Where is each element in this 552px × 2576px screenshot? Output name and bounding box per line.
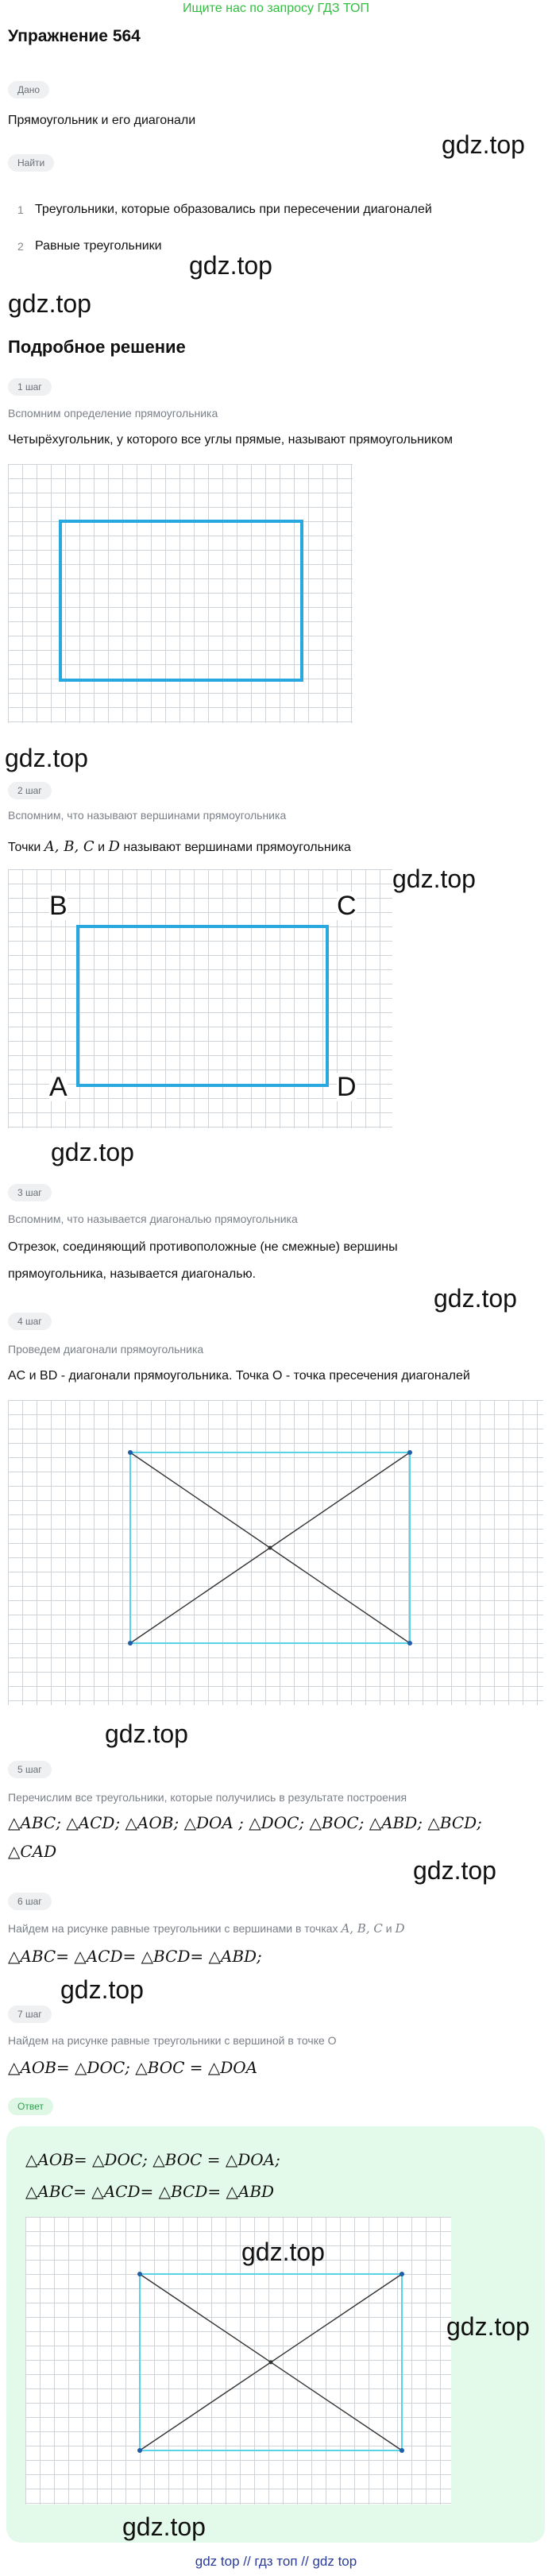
vertex-point (128, 1641, 133, 1646)
intersection-point (268, 1546, 272, 1550)
vertices-math: A, B, C (341, 1921, 383, 1936)
watermark: gdz.top (51, 1138, 134, 1166)
answer-line: △AOB= △DOC; △BOC = △DOA; (25, 2150, 280, 2169)
step-badge: 1 шаг (8, 378, 52, 396)
vertex-d-math: D (108, 838, 120, 855)
vertex-label-d: D (337, 1072, 357, 1102)
triangles-list: △CAD (8, 1842, 57, 1861)
step-text: Четырёхугольник, у которого все углы прямые, называют прямоугольником (8, 433, 453, 447)
vertex-point (137, 2272, 142, 2276)
vertex-point (400, 2272, 404, 2276)
step-text: прямоугольника, называется диагональю. (8, 1267, 257, 1281)
watermark: gdz.top (122, 2512, 206, 2541)
step-subtitle: Вспомним определение прямоугольника (8, 407, 218, 420)
given-badge: Дано (8, 81, 49, 99)
step-subtitle: Проведем диагонали прямоугольника (8, 1343, 204, 1356)
find-item-number: 2 (17, 240, 24, 253)
find-item-number: 1 (17, 203, 24, 216)
vertex-point (128, 1450, 133, 1455)
vertex-label-c: C (337, 891, 357, 921)
answer-diagonals-svg (25, 2217, 451, 2504)
watermark: gdz.top (434, 1284, 517, 1313)
step-subtitle: Вспомним, что называется диагональю прямоугольника (8, 1213, 298, 1225)
watermark: gdz.top (60, 1975, 144, 2004)
rectangle-figure (8, 464, 353, 723)
find-item: Равные треугольники (35, 239, 162, 253)
step-badge: 5 шаг (8, 1761, 52, 1778)
watermark: gdz.top (446, 2312, 530, 2341)
step-subtitle: Вспомним, что называют вершинами прямоугольника (8, 809, 287, 822)
vertex-label-a: A (49, 1072, 68, 1102)
watermark: gdz.top (413, 1856, 496, 1885)
step-text-part: и (98, 841, 106, 854)
watermark: gdz.top (5, 744, 88, 772)
watermark: gdz.top (241, 2238, 325, 2266)
watermark: gdz.top (392, 864, 476, 893)
answer-figure (25, 2217, 451, 2504)
find-badge: Найти (8, 154, 54, 172)
vertex-point (407, 1450, 412, 1455)
vertex-point (400, 2448, 404, 2453)
equal-triangles: △ABC= △ACD= △BCD= △ABD; (8, 1947, 262, 1966)
diagonals-figure (8, 1400, 543, 1705)
step-badge: 2 шаг (8, 782, 52, 799)
vertex-label-b: B (49, 891, 68, 921)
top-note: Ищите нас по запросу ГДЗ ТОП (183, 2, 369, 15)
step-text: Отрезок, соединяющий противоположные (не смежные) вершины (8, 1240, 398, 1254)
step-text-part: называют вершинами прямоугольника (123, 841, 351, 854)
equal-triangles: △AOB= △DOC; △BOC = △DOA (8, 2058, 258, 2077)
step-text: AC и BD - диагонали прямоугольника. Точка O - точка пресечения диагоналей (8, 1369, 470, 1383)
vertex-point (137, 2448, 142, 2453)
intersection-point (269, 2361, 273, 2365)
step-badge: 3 шаг (8, 1184, 52, 1201)
step-badge: 4 шаг (8, 1313, 52, 1330)
footer-links[interactable]: gdz top // гдз топ // gdz top (195, 2554, 357, 2569)
solution-title: Подробное решение (8, 337, 186, 357)
watermark: gdz.top (8, 289, 91, 318)
watermark: gdz.top (442, 130, 525, 159)
given-text: Прямоугольник и его диагонали (8, 114, 196, 127)
labeled-rectangle-figure (8, 869, 392, 1128)
answer-badge: Ответ (8, 2098, 53, 2115)
step-text-part: Точки (8, 841, 41, 854)
step-subtitle (8, 1921, 404, 1936)
vertex-d-math: D (395, 1921, 405, 1936)
triangles-list: △ABC; △ACD; △AOB; △DOA ; △DOC; △BOC; △ABD; △BCD; (8, 1813, 482, 1832)
step-text (8, 836, 351, 859)
vertices-math: A, B, C (44, 838, 95, 855)
step-subtitle-part: Найдем на рисунке равные треугольники с вершинами в точках (8, 1922, 338, 1935)
watermark: gdz.top (105, 1719, 188, 1748)
step-badge: 7 шаг (8, 2005, 52, 2023)
step-subtitle: Найдем на рисунке равные треугольники с вершиной в точке O (8, 2034, 337, 2047)
answer-line: △ABC= △ACD= △BCD= △ABD (25, 2182, 275, 2201)
step-badge: 6 шаг (8, 1893, 52, 1910)
find-item: Треугольники, которые образовались при пересечении диагоналей (35, 203, 432, 216)
vertex-point (407, 1641, 412, 1646)
rectangle-shape (76, 925, 329, 1087)
page-title: Упражнение 564 (8, 27, 141, 45)
watermark: gdz.top (189, 251, 272, 280)
rectangle-shape (59, 520, 303, 682)
diagonals-svg (8, 1400, 543, 1705)
answer-box (6, 2126, 545, 2543)
step-subtitle-part: и (385, 1922, 392, 1935)
step-subtitle: Перечислим все треугольники, которые получились в результате построения (8, 1791, 407, 1804)
